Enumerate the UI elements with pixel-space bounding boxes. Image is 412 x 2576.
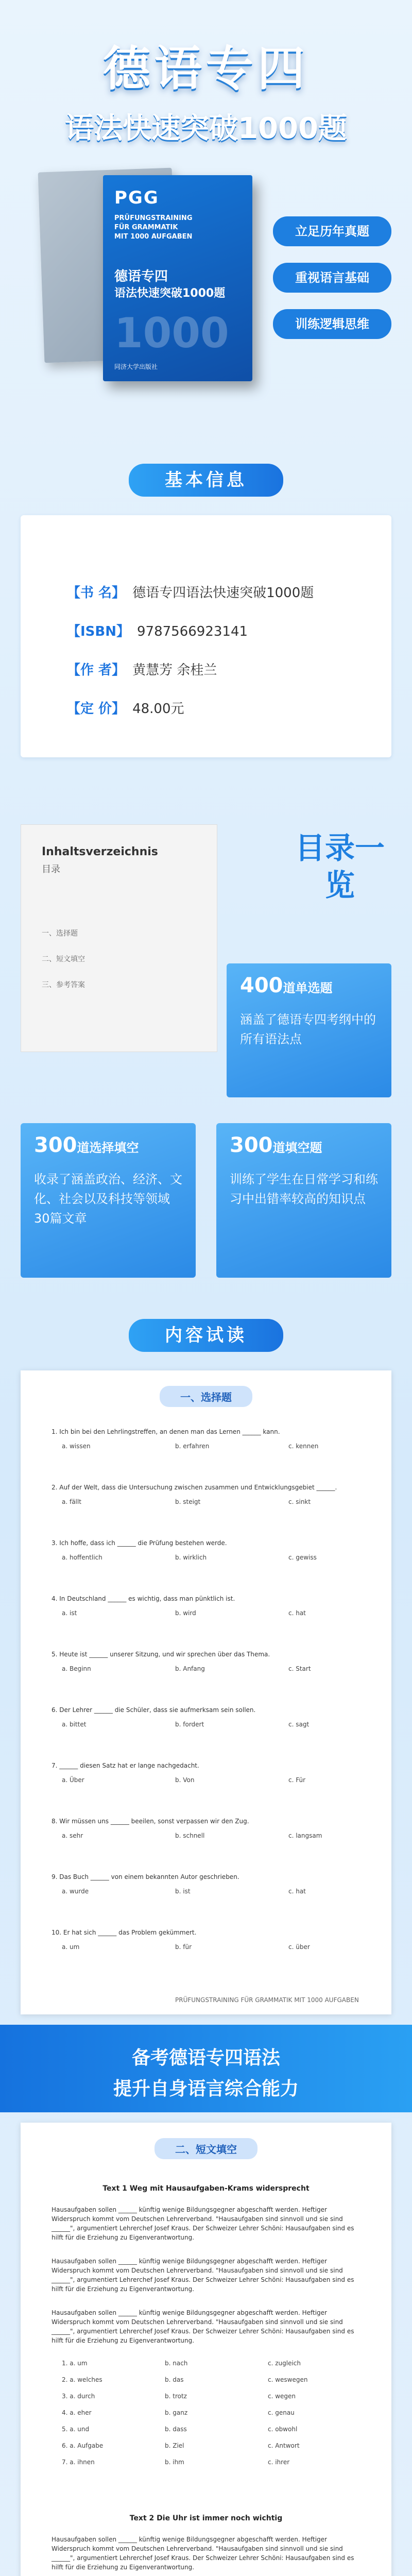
basic-info-card (21, 515, 391, 757)
question-option: a. wurde (62, 1888, 89, 1895)
question-option: c. hat (288, 1888, 306, 1895)
answer-option: 1. a. um (62, 2360, 88, 2367)
question-option: a. um (62, 1943, 80, 1951)
info-value: 48.00元 (132, 701, 184, 717)
answer-option: b. ganz (165, 2409, 188, 2416)
info-row-title (67, 582, 314, 601)
question-text: 9. Das Buch ______ von einem bekannten Autor geschrieben. (52, 1873, 239, 1880)
toc-item: 三、参考答案 (42, 981, 85, 989)
stat-box-3 (216, 1123, 391, 1278)
question-option: b. Von (175, 1776, 195, 1784)
question-text: 8. Wir müssen uns ______ beeilen, sonst verpassen wir den Zug. (52, 1818, 249, 1825)
feature-tag-3: 训练逻辑思维 (273, 309, 391, 339)
answer-option: b. dass (165, 2426, 187, 2433)
answer-option: c. ihrer (268, 2459, 290, 2466)
question-option: b. schnell (175, 1832, 205, 1839)
question-option: b. für (175, 1943, 192, 1951)
answer-option: 3. a. durch (62, 2393, 95, 2400)
section-choice-head: 一、选择题 (160, 1386, 252, 1407)
question-text: 10. Er hat sich ______ das Problem gekümmert. (52, 1929, 197, 1936)
question-option: a. sehr (62, 1832, 83, 1839)
text-title: Text 2 Die Uhr ist immer noch wichtig (129, 2514, 283, 2522)
question-option: c. kennen (288, 1443, 319, 1450)
question-option: c. Für (288, 1776, 306, 1784)
answer-option: b. das (165, 2376, 184, 2383)
hero-subtitle: 语法快速突破1000题 (65, 112, 347, 145)
book-cn-title: 德语专四 (114, 269, 168, 284)
stat-num: 300 (230, 1133, 273, 1157)
answer-option: 5. a. und (62, 2426, 90, 2433)
feature-tag-1: 立足历年真题 (273, 216, 391, 246)
answer-option: b. ihm (165, 2459, 184, 2466)
answer-option: b. nach (165, 2360, 188, 2367)
stat-heading (34, 1133, 139, 1157)
book-cn-subtitle: 语法快速突破1000题 (114, 287, 226, 300)
answer-option: 7. a. ihnen (62, 2459, 95, 2466)
book-logo: PGG (114, 188, 159, 208)
question-option: c. über (288, 1943, 310, 1951)
cloze-paragraph: Hausaufgaben sollen ______ künftig wenige Bildungsgegner abgeschafft werden. Heftiger Widerspruch kommt vom Deutschen Lehrerverband. "Hausaufgaben sind sinnvoll und sie sind ______", argumentiert Lehrerchef Josef Kraus. Der Schweizer Lehrer Schöni: Hausaufgaben sind es hilft für die Erziehung zu Eigenverantwortung. (52, 2536, 354, 2571)
question-option: c. gewiss (288, 1554, 317, 1561)
answer-option: 2. a. welches (62, 2376, 102, 2383)
question-text: 7. ______ diesen Satz hat er lange nachgedacht. (52, 1762, 199, 1769)
stat-heading (240, 974, 333, 997)
sample-page-choice (21, 1370, 391, 2014)
stat-box-1 (227, 963, 391, 1097)
question-option: c. sagt (288, 1721, 310, 1728)
answer-option: c. zugleich (268, 2360, 301, 2367)
question-text: 1. Ich bin bei den Lehrlingstreffen, an denen man das Lernen ______ kann. (52, 1428, 280, 1435)
toc-big-label: 目录一览 (295, 831, 385, 903)
answer-option: c. wegen (268, 2393, 296, 2400)
answer-option: 6. a. Aufgabe (62, 2442, 104, 2449)
basic-info-heading: 基本信息 (129, 464, 283, 497)
question-option: a. wissen (62, 1443, 91, 1450)
stat-unit: 道 (77, 1141, 90, 1155)
answer-option: b. Ziel (165, 2442, 184, 2449)
sample-heading: 内容试读 (129, 1319, 283, 1352)
toc-item: 一、选择题 (42, 929, 78, 938)
question-option: c. Start (288, 1665, 311, 1672)
sample-page-cloze-1 (21, 2123, 391, 2576)
book-publisher: 同济大学出版社 (114, 363, 158, 370)
question-text: 2. Auf der Welt, dass die Untersuchung zwischen zusammen und Entwicklungsgebiet ______. (52, 1484, 337, 1491)
stat-box-2 (21, 1123, 196, 1278)
cloze-paragraph: Hausaufgaben sollen ______ künftig wenige Bildungsgegner abgeschafft werden. Heftiger Widerspruch kommt vom Deutschen Lehrerverband. "Hausaufgaben sind sinnvoll und sie sind ______", argumentiert Lehrerchef Josef Kraus. Der Schweizer Lehrer Schöni: Hausaufgaben sind es hilft für die Erziehung zu Eigenverantwortung. (52, 2309, 354, 2344)
question-text: 5. Heute ist ______ unserer Sitzung, und wir sprechen über das Thema. (52, 1651, 270, 1658)
stat-desc: 训练了学生在日常学习和练习中出错率较高的知识点 (230, 1172, 378, 1206)
info-row-price (67, 698, 184, 717)
toc-preview (21, 824, 217, 1052)
info-label: 【作 者】 (67, 663, 126, 678)
stat-num: 300 (34, 1133, 77, 1157)
question-option: a. hoffentlich (62, 1554, 102, 1561)
question-text: 6. Der Lehrer ______ die Schüler, dass sie aufmerksam sein sollen. (52, 1706, 256, 1714)
answer-option: c. weswegen (268, 2376, 308, 2383)
answer-option: c. genau (268, 2409, 295, 2416)
info-value: 德语专四语法快速突破1000题 (132, 585, 314, 601)
info-row-author (67, 659, 217, 679)
stat-kind: 单选题 (295, 981, 333, 995)
banner-line-2: 提升自身语言综合能力 (113, 2078, 299, 2099)
answer-option: c. obwohl (268, 2426, 298, 2433)
stat-kind: 填空题 (285, 1141, 322, 1155)
question-text: 4. In Deutschland ______ es wichtig, dass man pünktlich ist. (52, 1595, 235, 1602)
toc-subtitle: 目录 (42, 864, 60, 875)
page-caption: PRÜFUNGSTRAINING FÜR GRAMMATIK MIT 1000 AUFGABEN (175, 1996, 359, 2004)
stat-unit: 道 (272, 1141, 285, 1155)
hero-title: 德语专四 (102, 41, 309, 96)
stat-unit: 道 (283, 981, 296, 995)
banner-prepare (0, 2025, 412, 2112)
banner-line-1: 备考德语专四语法 (131, 2047, 280, 2069)
stat-num: 400 (240, 974, 283, 997)
question-option: c. langsam (288, 1832, 322, 1839)
section-cloze-head: 二、短文填空 (154, 2138, 258, 2159)
question-option: a. ist (62, 1609, 77, 1617)
book-line-3: MIT 1000 AUFGABEN (114, 233, 193, 241)
book-number: 1000 (114, 309, 229, 357)
book-line-1: PRÜFUNGSTRAINING (114, 214, 193, 222)
stat-kind: 选择填空 (89, 1141, 139, 1155)
question-option: b. fordert (175, 1721, 204, 1728)
question-option: b. erfahren (175, 1443, 210, 1450)
question-option: b. wirklich (175, 1554, 207, 1561)
question-option: a. bittet (62, 1721, 87, 1728)
answer-option: c. Antwort (268, 2442, 300, 2449)
toc-title: Inhaltsverzeichnis (42, 845, 158, 858)
info-row-isbn (67, 621, 248, 640)
info-value: 黄慧芳 余桂兰 (132, 663, 217, 678)
stat-desc: 涵盖了德语专四考纲中的所有语法点 (240, 1012, 376, 1046)
answer-option: 4. a. eher (62, 2409, 92, 2416)
question-option: c. hat (288, 1609, 306, 1617)
feature-tag-2: 重视语言基础 (273, 263, 391, 293)
question-option: b. wird (175, 1609, 196, 1617)
question-option: b. steigt (175, 1498, 201, 1505)
info-label: 【ISBN】 (67, 624, 130, 639)
answer-option: b. trotz (165, 2393, 187, 2400)
toc-item: 二、短文填空 (42, 955, 85, 963)
book-line-2: FÜR GRAMMATIK (114, 224, 178, 231)
question-option: a. fällt (62, 1498, 81, 1505)
stat-heading (230, 1133, 322, 1157)
cloze-paragraph: Hausaufgaben sollen ______ künftig wenige Bildungsgegner abgeschafft werden. Heftiger Widerspruch kommt vom Deutschen Lehrerverband. "Hausaufgaben sind sinnvoll und sie sind ______", argumentiert Lehrerchef Josef Kraus. Der Schweizer Lehrer Schöni: Hausaufgaben sind es hilft für die Erziehung zu Eigenverantwortung. (52, 2258, 354, 2293)
info-label: 【书 名】 (67, 585, 126, 601)
info-value: 9787566923141 (136, 624, 248, 639)
question-option: b. Anfang (175, 1665, 205, 1672)
stat-desc: 收录了涵盖政治、经济、文化、社会以及科技等领域30篇文章 (34, 1172, 182, 1226)
question-option: a. Beginn (62, 1665, 91, 1672)
book-front-cover (103, 175, 252, 381)
text-title: Text 1 Weg mit Hausaufgaben-Krams widersprecht (102, 2184, 310, 2193)
question-option: a. Über (62, 1776, 84, 1784)
info-label: 【定 价】 (67, 701, 126, 717)
question-option: b. ist (175, 1888, 191, 1895)
question-text: 3. Ich hoffe, dass ich ______ die Prüfung bestehen werde. (52, 1539, 227, 1547)
cloze-paragraph: Hausaufgaben sollen ______ künftig wenige Bildungsgegner abgeschafft werden. Heftiger Widerspruch kommt vom Deutschen Lehrerverband. "Hausaufgaben sind sinnvoll und sie sind ______", argumentiert Lehrerchef Josef Kraus. Der Schweizer Lehrer Schöni: Hausaufgaben sind es hilft für die Erziehung zu Eigenverantwortung. (52, 2206, 354, 2241)
question-option: c. sinkt (288, 1498, 311, 1505)
